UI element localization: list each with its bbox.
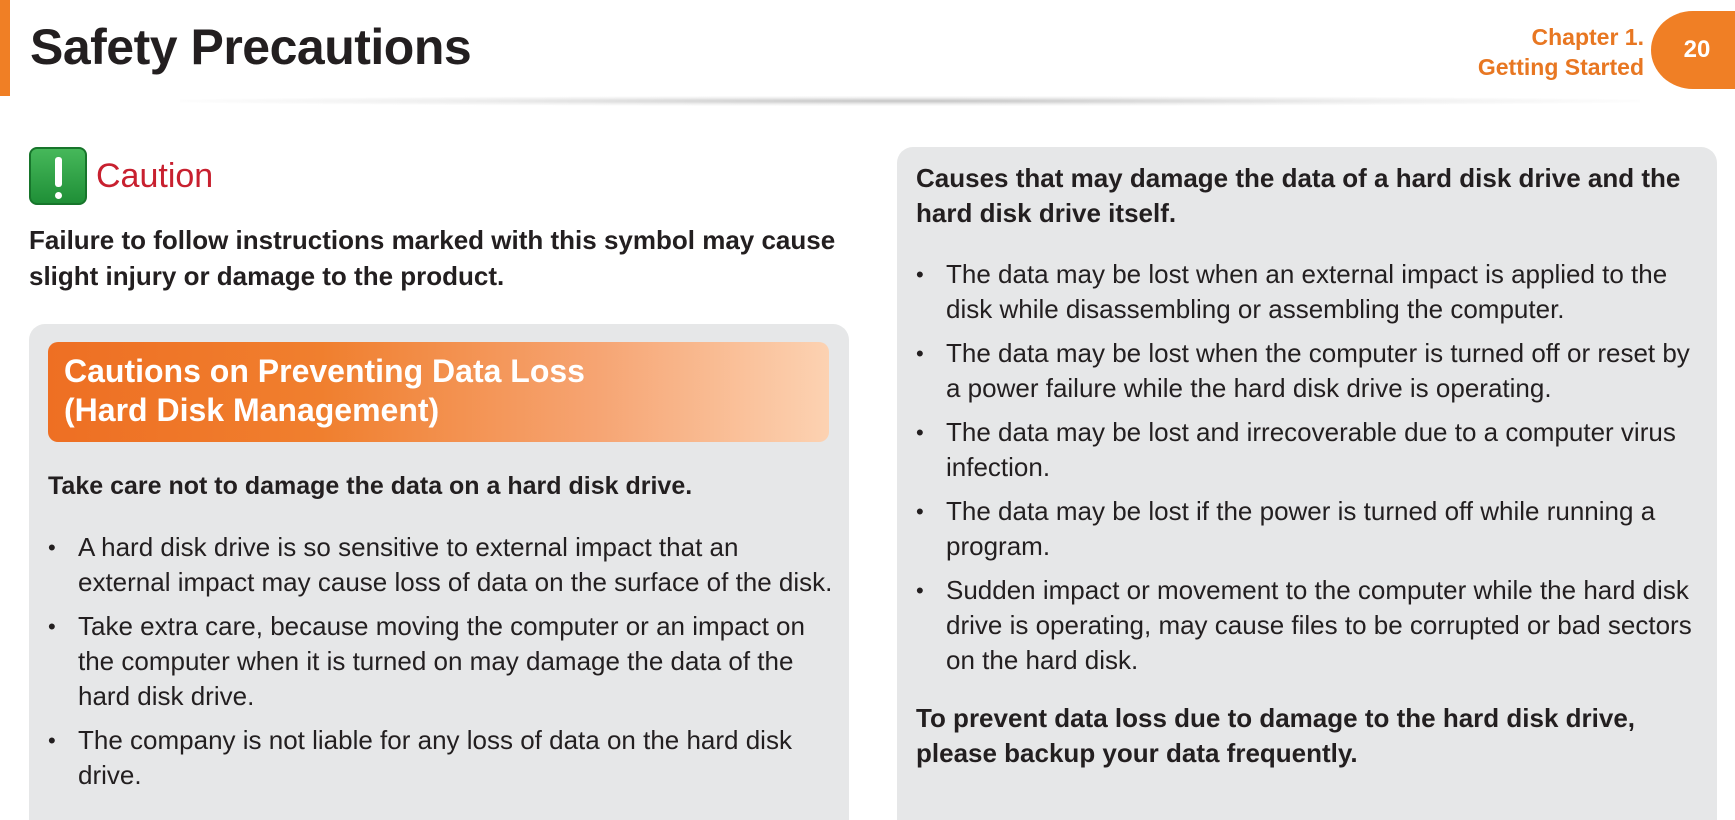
damage-causes-panel [897, 147, 1717, 820]
list-item [48, 723, 838, 793]
data-loss-panel [29, 324, 849, 820]
bullet-icon: • [916, 420, 924, 445]
list-item [916, 415, 1706, 485]
list-item [916, 336, 1706, 406]
banner-title-line1: Cautions on Preventing Data Loss [64, 353, 585, 389]
list-item [916, 573, 1706, 678]
bullet-icon: • [48, 535, 56, 560]
list-item [48, 530, 838, 600]
bullet-icon: • [916, 341, 924, 366]
backup-advice: To prevent data loss due to damage to the hard disk drive, please backup your data frequently. [916, 703, 1635, 768]
bullet-icon: • [916, 499, 924, 524]
section-banner [48, 342, 829, 442]
list-item-text: Take extra care, because moving the computer or an impact on the computer when it is turned on may damage the data of the hard disk drive. [78, 611, 805, 711]
causes-list [916, 257, 1706, 687]
list-item-text: A hard disk drive is so sensitive to external impact that an external impact may cause loss of data on the surface of the disk. [78, 532, 833, 597]
bullet-icon: • [916, 578, 924, 603]
bullet-list [48, 530, 838, 802]
exclamation-icon [29, 147, 87, 205]
chapter-number: Chapter 1. [1531, 24, 1644, 50]
page-title: Safety Precautions [30, 19, 472, 75]
list-item [48, 609, 838, 714]
section-subtitle: Take care not to damage the data on a hard disk drive. [48, 472, 693, 500]
bullet-icon: • [916, 262, 924, 287]
chapter-label [1478, 22, 1644, 82]
header-accent-bar [0, 0, 10, 96]
banner-title-line2: (Hard Disk Management) [64, 392, 440, 428]
caution-description: Failure to follow instructions marked with this symbol may cause slight injury or damage to the product. [29, 225, 836, 291]
caution-label: Caution [96, 156, 214, 195]
causes-title: Causes that may damage the data of a hard disk drive and the hard disk drive itself. [916, 163, 1681, 228]
list-item [916, 257, 1706, 327]
list-item-text: The data may be lost when an external impact is applied to the disk while disassembling or assembling the computer. [946, 259, 1668, 324]
list-item-text: The data may be lost when the computer is turned off or reset by a power failure while the hard disk drive is operating. [946, 338, 1690, 403]
caution-heading [29, 147, 213, 205]
chapter-title: Getting Started [1477, 54, 1644, 80]
bullet-icon: • [48, 728, 56, 753]
list-item-text: Sudden impact or movement to the computer while the hard disk drive is operating, may cause files to be corrupted or bad sectors on the hard disk. [946, 575, 1692, 675]
list-item [916, 494, 1706, 564]
list-item-text: The company is not liable for any loss of data on the hard disk drive. [78, 725, 792, 790]
page-number-badge: 20 [1651, 11, 1735, 89]
header-divider [180, 96, 1640, 106]
bullet-icon: • [48, 614, 56, 639]
list-item-text: The data may be lost and irrecoverable due to a computer virus infection. [946, 417, 1676, 482]
list-item-text: The data may be lost if the power is turned off while running a program. [946, 496, 1656, 561]
